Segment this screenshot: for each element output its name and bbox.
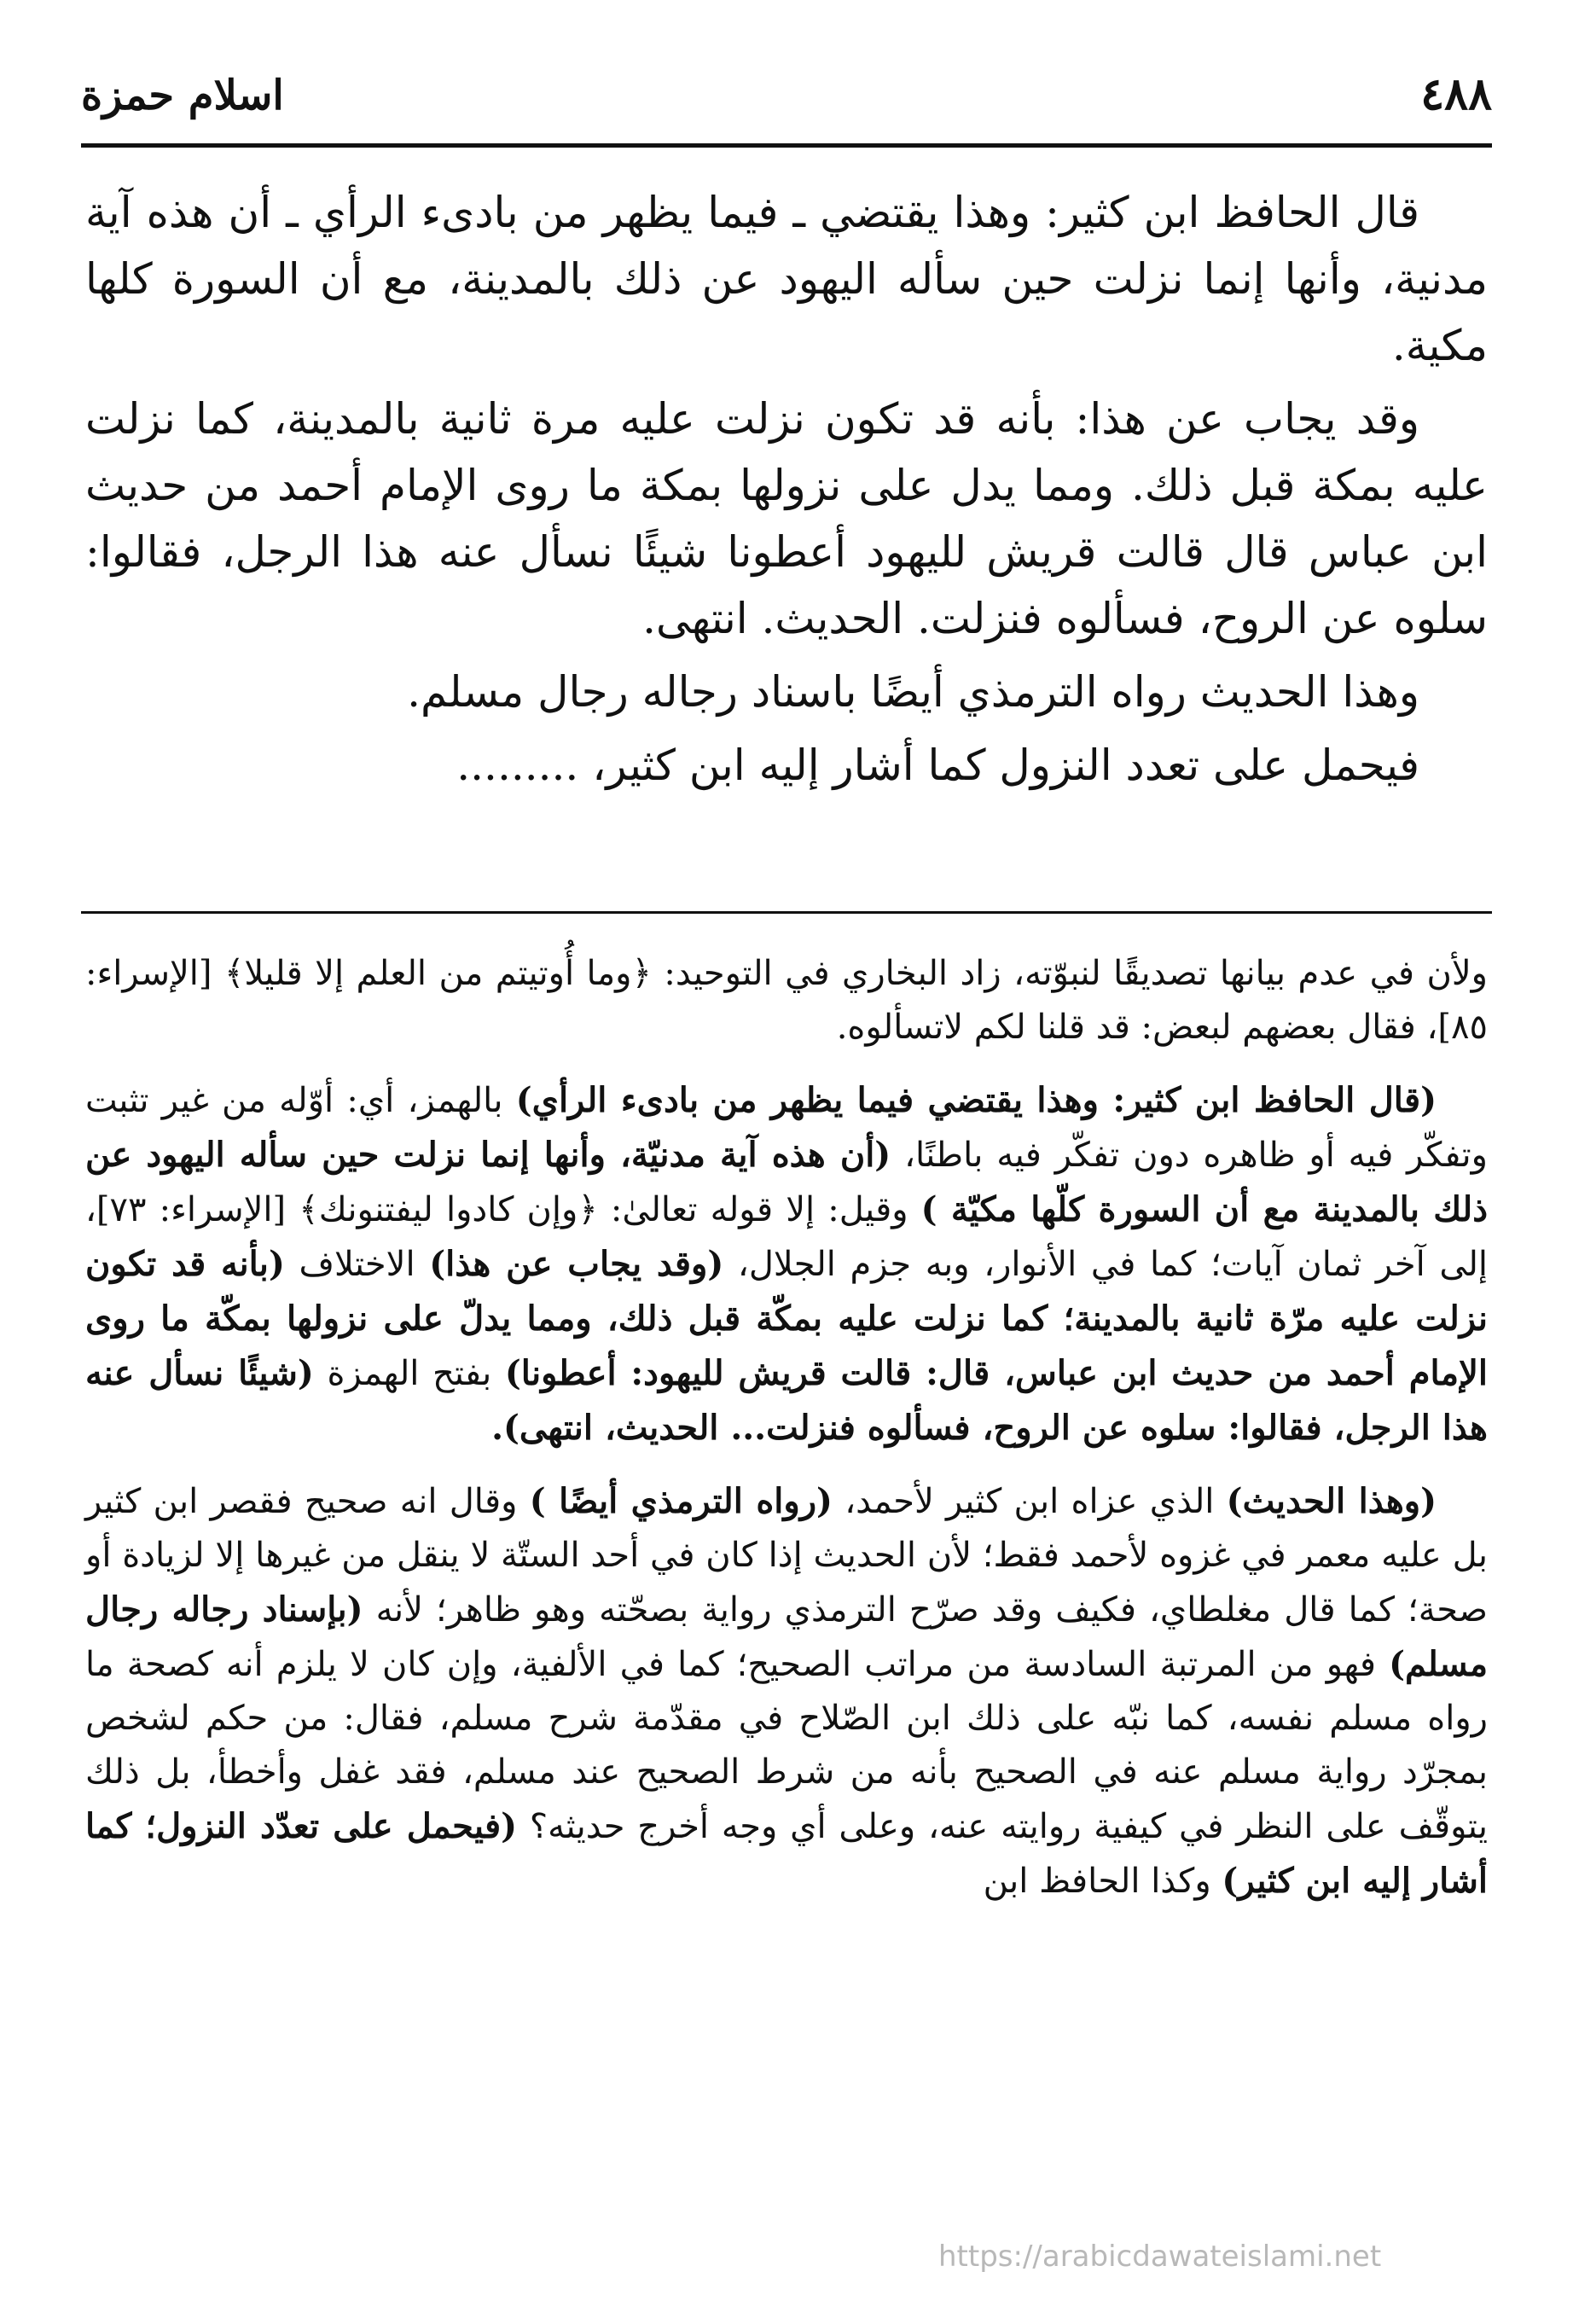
commentary-text: الذي عزاه ابن كثير لأحمد،	[832, 1482, 1227, 1521]
quoted-text: (بأنه قد تكون نزلت عليه مرّة ثانية بالمدينة؛ كما نزلت عليه بمكّة قبل ذلك، ومما يدلّ على نزولها بمكّة ما روى الإمام أحمد من حديث ابن عباس، قال: قالت قريش لليهود: أعطونا)	[85, 1244, 1489, 1393]
commentary-divider	[81, 911, 1492, 914]
quoted-text: (شيئًا نسأل عنه هذا الرجل، فقالوا: سلوه عن الروح، فسألوه فنزلت... الحديث، انتهى).	[85, 1353, 1488, 1448]
page-number: ٤٨٨	[1420, 68, 1492, 120]
commentary-text: فهو من المرتبة السادسة من مراتب الصحيح؛ كما في الألفية، وإن كان لا يلزم أنه كصحة ما رواه مسلم نفسه، كما نبّه على ذلك ابن الصّلاح في مقدّمة شرح مسلم، فقال: من حكم لشخص بمجرّد رواية مسلم عنه في الصحيح بأنه من شرط الصحيح عند مسلم، فقد غفل وأخطأ، بل ذلك يتوقّف على النظر في كيفية روايته عنه، وعلى أي وجه أخرج حديثه؟	[85, 1645, 1488, 1846]
commentary-text: وكذا الحافظ ابن	[983, 1862, 1222, 1901]
main-paragraph: وقد يجاب عن هذا: بأنه قد تكون نزلت عليه مرة ثانية بالمدينة، كما نزلت عليه بمكة قبل ذلك. ومما يدل على نزولها بمكة ما روى الإمام أحمد من حديث ابن عباس قال قالت قريش لليهود أعطونا شيئًا نسأل عنه هذا الرجل، فقالوا: سلوه عن الروح، فسألوه فنزلت. الحديث. انتهى.	[85, 394, 1488, 643]
quoted-text: (فيحمل على تعدّد النزول؛ كما أشار إليه ابن كثير)	[85, 1806, 1488, 1901]
main-paragraph: قال الحافظ ابن كثير: وهذا يقتضي ـ فيما يظهر من بادىء الرأي ـ أن هذه آية مدنية، وأنها إنما نزلت حين سأله اليهود عن ذلك بالمدينة، مع أن السورة كلها مكية.	[85, 188, 1488, 370]
ellipsis-dots: .........	[456, 741, 579, 790]
quoted-text: (قال الحافظ ابن كثير: وهذا يقتضي فيما يظهر من بادىء الرأي)	[515, 1080, 1437, 1120]
commentary-paragraph	[85, 1073, 1488, 1455]
commentary-text: وقيل: إلا قوله تعالىٰ: ﴿وإن كادوا ليفتنونك﴾ [الإسراء: ٧٣]، إلى آخر ثمان آيات؛ كما في الأنوار، وبه جزم الجلال،	[85, 1190, 1488, 1284]
commentary-text: الاختلاف	[284, 1245, 430, 1284]
commentary-paragraph	[85, 1474, 1488, 1909]
quoted-text: (رواه الترمذي أيضًا )	[529, 1481, 833, 1521]
page-header	[81, 68, 1492, 137]
main-paragraph	[85, 732, 1488, 799]
commentary-block	[85, 947, 1488, 1927]
commentary-paragraph: ولأن في عدم بيانها تصديقًا لنبوّته، زاد البخاري في التوحيد: ﴿وما أُوتيتم من العلم إلا قليلا﴾ [الإسراء: ٨٥]، فقال بعضهم لبعض: قد قلنا لكم لاتسألوه.	[85, 954, 1488, 1047]
main-paragraph: وهذا الحديث رواه الترمذي أيضًا باسناد رجاله رجال مسلم.	[407, 667, 1419, 717]
quoted-text: (أن هذه آية مدنيّة، وأنها إنما نزلت حين سأله اليهود عن ذلك بالمدينة مع أن السورة كلّها مكيّة )	[85, 1135, 1489, 1229]
quoted-text: (وهذا الحديث)	[1226, 1481, 1437, 1521]
running-title: اسلام حمزة	[81, 72, 284, 119]
main-paragraph-text: فيحمل على تعدد النزول كما أشار إليه ابن كثير،	[592, 741, 1419, 790]
commentary-text: وقال انه صحيح فقصر ابن كثير بل عليه معمر في غزوه لأحمد فقط؛ لأن الحديث إذا كان في أحد الستّة لا ينقل من غيرها إلا لزيادة أو صحة؛ كما قال مغلطاي، فكيف وقد صرّح الترمذي رواية بصحّته وهو ظاهر؛ لأنه	[85, 1482, 1488, 1630]
header-divider	[81, 143, 1492, 148]
quoted-text: (بإسناد رجاله رجال مسلم)	[85, 1589, 1488, 1684]
main-text-block	[85, 179, 1488, 805]
quoted-text: (وقد يجاب عن هذا)	[429, 1244, 724, 1284]
watermark-url: https://arabicdawateislami.net	[938, 2240, 1382, 2274]
commentary-text: بالهمز، أي: أوّله من غير تثبت وتفكّر فيه أو ظاهره دون تفكّر فيه باطنًا،	[85, 1081, 1488, 1175]
commentary-text: بفتح الهمزة	[313, 1354, 505, 1393]
